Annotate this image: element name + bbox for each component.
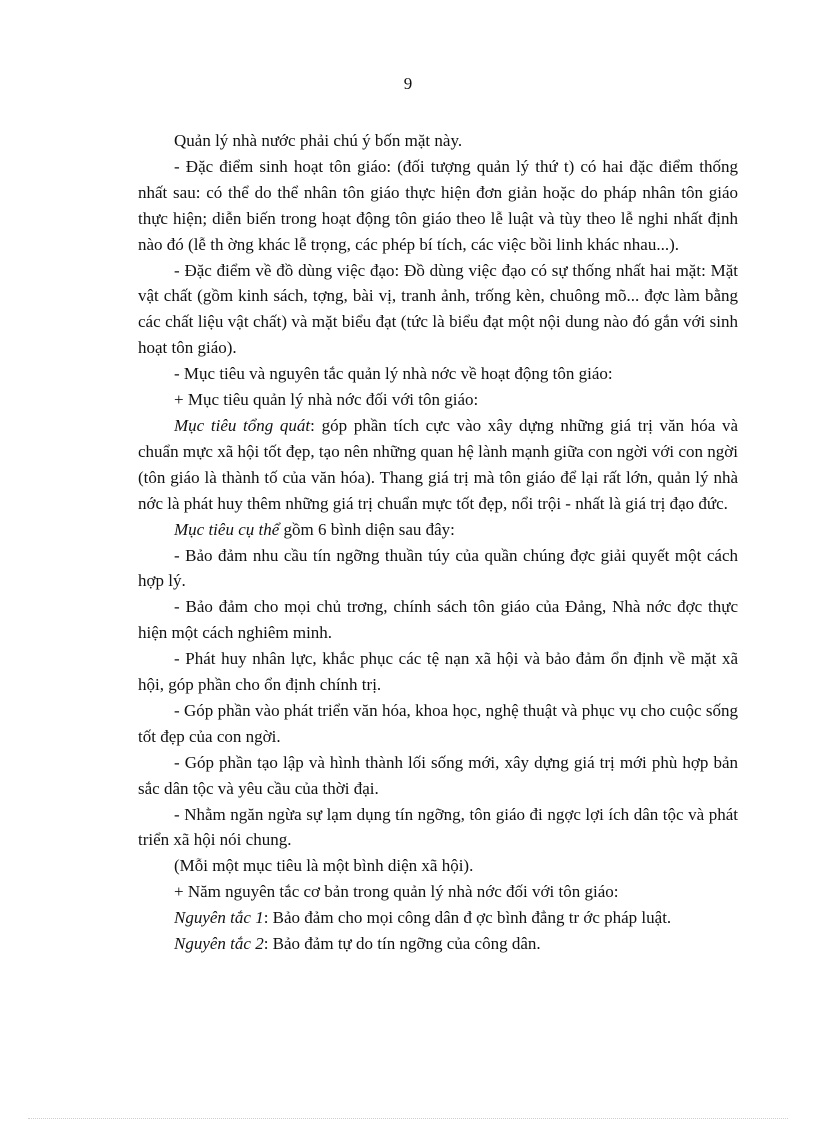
paragraph — [138, 154, 738, 258]
paragraph-text: - Đặc điểm về đồ dùng việc đạo: Đồ dùng việc đạo có sự thống nhất hai mặt: Mặt vật chất (gồm kinh sách, tợng, bài vị, tranh ảnh, trống kèn, chuông mõ... đợc làm bằng các chất liệu vật chất) và mặt biểu đạt (tức là biểu đạt một nội dung nào đó gắn với sinh hoạt tôn giáo). — [138, 260, 738, 358]
paragraph-text: gồm 6 bình diện sau đây: — [279, 519, 455, 539]
paragraph-lead: Nguyên tắc 2 — [174, 934, 264, 954]
paragraph — [138, 905, 738, 931]
paragraph-lead: Nguyên tắc 1 — [174, 908, 264, 928]
paragraph — [138, 128, 738, 154]
paragraph — [138, 802, 738, 854]
paragraph-text: : góp phần tích cực vào xây dựng những giá trị văn hóa và chuẩn mực xã hội tốt đẹp, tạo nên những quan hệ lành mạnh giữa con ngời với con ngời (tôn giáo là thành tố của văn hóa). Thang giá trị mà tôn giáo để lại rất lớn, quản lý nhà nớc là phát huy thêm những giá trị chuẩn mực tốt đẹp, nổi trội - nhất là giá trị đạo đức. — [138, 415, 738, 513]
paragraph-text: + Mục tiêu quản lý nhà nớc đối với tôn giáo: — [174, 390, 479, 410]
page-bottom-divider — [28, 1118, 788, 1119]
paragraph-text: - Nhằm ngăn ngừa sự lạm dụng tín ngỡng, tôn giáo đi ngợc lợi ích dân tộc và phát triển xã hội nói chung. — [138, 804, 738, 850]
paragraph — [138, 853, 738, 879]
paragraph — [138, 361, 738, 387]
paragraph — [138, 413, 738, 517]
paragraph-text: - Bảo đảm nhu cầu tín ngỡng thuần túy của quần chúng đợc giải quyết một cách hợp lý. — [138, 545, 738, 591]
paragraph-text: - Đặc điểm sinh hoạt tôn giáo: (đối tượng quản lý thứ t) có hai đặc điểm thống nhất sau: có thể do thể nhân tôn giáo thực hiện đơn giản hoặc do pháp nhân tôn giáo thực hiện; diễn biến trong hoạt động tôn giáo theo lễ luật và tùy theo lễ nghi nhất định nào đó (lễ th ờng khác lễ trọng, các phép bí tích, các việc bồi linh khác nhau...). — [138, 156, 738, 254]
paragraph-lead: Mục tiêu tổng quát — [174, 415, 311, 435]
paragraph-text: : Bảo đảm tự do tín ngỡng của công dân. — [263, 934, 541, 954]
paragraph-text: (Mỗi một mục tiêu là một bình diện xã hội). — [174, 856, 474, 876]
paragraph-text: - Mục tiêu và nguyên tắc quản lý nhà nớc về hoạt động tôn giáo: — [174, 364, 613, 384]
paragraph-text: - Góp phần vào phát triển văn hóa, khoa học, nghệ thuật và phục vụ cho cuộc sống tốt đẹp của con ngời. — [138, 700, 738, 746]
paragraph — [138, 387, 738, 413]
page-number: 9 — [403, 74, 413, 93]
paragraph — [138, 646, 738, 698]
paragraph — [138, 750, 738, 802]
document-body — [138, 128, 738, 957]
paragraph — [138, 698, 738, 750]
paragraph-text: - Phát huy nhân lực, khắc phục các tệ nạn xã hội và bảo đảm ổn định về mặt xã hội, góp phần cho ổn định chính trị. — [138, 649, 738, 695]
paragraph — [138, 517, 738, 543]
paragraph-text: : Bảo đảm cho mọi công dân đ ợc bình đẳng tr ớc pháp luật. — [263, 908, 672, 928]
paragraph-lead: Mục tiêu cụ thể — [174, 519, 280, 539]
paragraph-text: Quản lý nhà nước phải chú ý bốn mặt này. — [174, 131, 463, 150]
paragraph-text: - Bảo đảm cho mọi chủ trơng, chính sách tôn giáo của Đảng, Nhà nớc đợc thực hiện một cách nghiêm minh. — [138, 597, 738, 643]
paragraph — [138, 594, 738, 646]
paragraph-text: + Năm nguyên tắc cơ bản trong quản lý nhà nớc đối với tôn giáo: — [174, 882, 619, 902]
paragraph — [138, 931, 738, 957]
paragraph — [138, 879, 738, 905]
paragraph — [138, 258, 738, 362]
paragraph — [138, 543, 738, 595]
paragraph-text: - Góp phần tạo lập và hình thành lối sống mới, xây dựng giá trị mới phù hợp bản sắc dân tộc và yêu cầu của thời đại. — [138, 752, 738, 798]
